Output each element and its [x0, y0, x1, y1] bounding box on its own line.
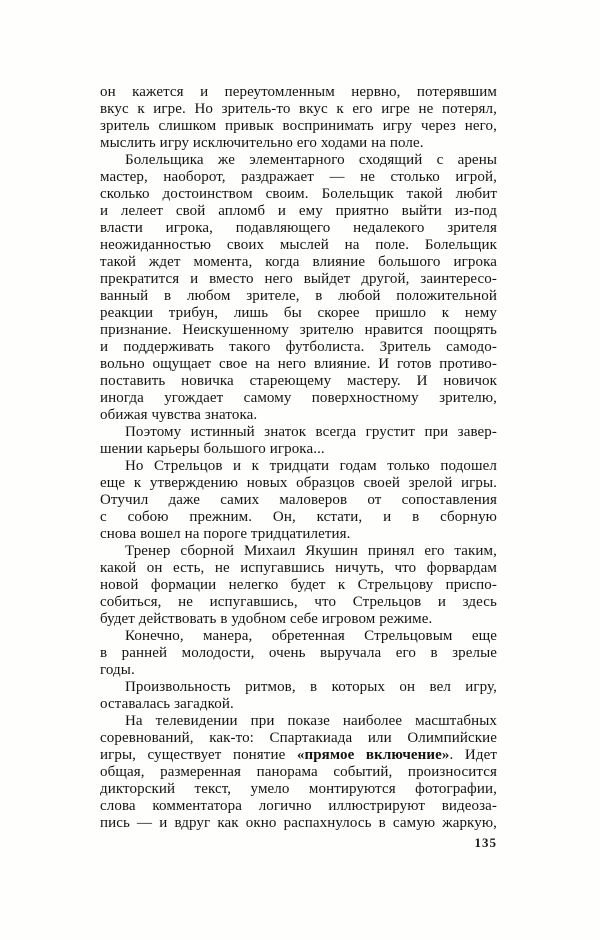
text-line [100, 747, 497, 764]
text-line: снова вошел на пороге тридцатилетия. [100, 526, 351, 542]
text-block [100, 84, 497, 832]
text-line: вкус к игре. Но зритель-то вкус к его игре не потерял, [100, 101, 497, 117]
text-line: вольно ощущает свое на него влияние. И готов противо- [100, 356, 497, 372]
text-line: мыслить игру исключительно его ходами на поле. [100, 135, 424, 151]
text-line: неожиданностью своих мыслей на поле. Болельщик [100, 237, 497, 253]
text-line: собиться, не испугавшись, что Стрельцов и здесь [100, 594, 497, 610]
text-line: он кажется и переутомленным нервно, потерявшим [100, 84, 497, 100]
text-line: зритель слишком привык воспринимать игру через него, [100, 118, 497, 134]
text-line: сколько достоинством своим. Болельщик такой любит [100, 186, 497, 202]
text-line: и лелеет свой апломб и ему приятно выйти из-под [100, 203, 497, 219]
text-line: дикторский текст, умело монтируются фотографии, [100, 781, 497, 797]
text-line: соревнований, как-то: Спартакиада или Олимпийские [100, 730, 497, 746]
text-line: признание. Неискушенному зрителю нравится поощрять [100, 322, 497, 338]
text-line: в ранней молодости, очень выручала его в зрелые [100, 645, 497, 661]
text-line: ванный в любом зрителе, в любой положительной [100, 288, 497, 304]
text-line: пись — и вдруг как окно распахнулось в самую жаркую, [100, 815, 497, 831]
text-line: и поддерживать такого футболиста. Зритель самодо- [100, 339, 497, 355]
text-segment: игры, существует понятие [100, 747, 297, 763]
text-line: Болельщика же элементарного сходящий с арены [125, 152, 497, 168]
text-line: власти игрока, подавляющего недалекого зрителя [100, 220, 497, 236]
text-line: с собою прежним. Он, кстати, и в сборную [100, 509, 497, 525]
text-line: слова комментатора логично иллюстрируют видеоза- [100, 798, 497, 814]
text-line: На телевидении при показе наиболее масштабных [125, 713, 497, 729]
text-line: такой ждет момента, когда влияние большого игрока [100, 254, 497, 270]
text-line: общая, размеренная панорама событий, произносится [100, 764, 497, 780]
text-line: годы. [100, 662, 135, 678]
bold-term: «прямое включение» [296, 747, 450, 763]
text-line: реакции трибун, лишь бы скорее пришло к нему [100, 305, 497, 321]
text-line: иногда угождает самому поверхностному зрителю, [100, 390, 497, 406]
text-segment: . Идет [449, 747, 498, 763]
text-line: мастер, наоборот, раздражает — не столько игрой, [100, 169, 497, 185]
text-line: Отучил даже самих маловеров от сопоставления [100, 492, 497, 508]
text-line: Тренер сборной Михаил Якушин принял его таким, [125, 543, 497, 559]
text-line: какой он есть, не испугавшись ничуть, что форвардам [100, 560, 497, 576]
text-line: Конечно, манера, обретенная Стрельцовым еще [125, 628, 497, 644]
text-line: Но Стрельцов и к тридцати годам только подошел [125, 458, 497, 474]
text-line: поставить новичка стареющему мастеру. И новичок [100, 373, 497, 389]
text-line: Произвольность ритмов, в которых он вел игру, [125, 679, 497, 695]
text-line: новой формации нелегко будет к Стрельцову приспо- [100, 577, 497, 593]
text-line: будет действовать в удобном себе игровом режиме. [100, 611, 433, 627]
text-line: обижая чувства знатока. [100, 407, 258, 423]
text-line: прекратится и вместо него выйдет другой, заинтересо- [100, 271, 497, 287]
text-line: Поэтому истинный знаток всегда грустит при завер- [125, 424, 497, 440]
page-number: 135 [474, 835, 497, 850]
text-line: шении карьеры большого игрока... [100, 441, 325, 457]
text-line: еще к утверждению новых образцов своей зрелой игры. [100, 475, 497, 491]
text-line: оставалась загадкой. [100, 696, 234, 712]
